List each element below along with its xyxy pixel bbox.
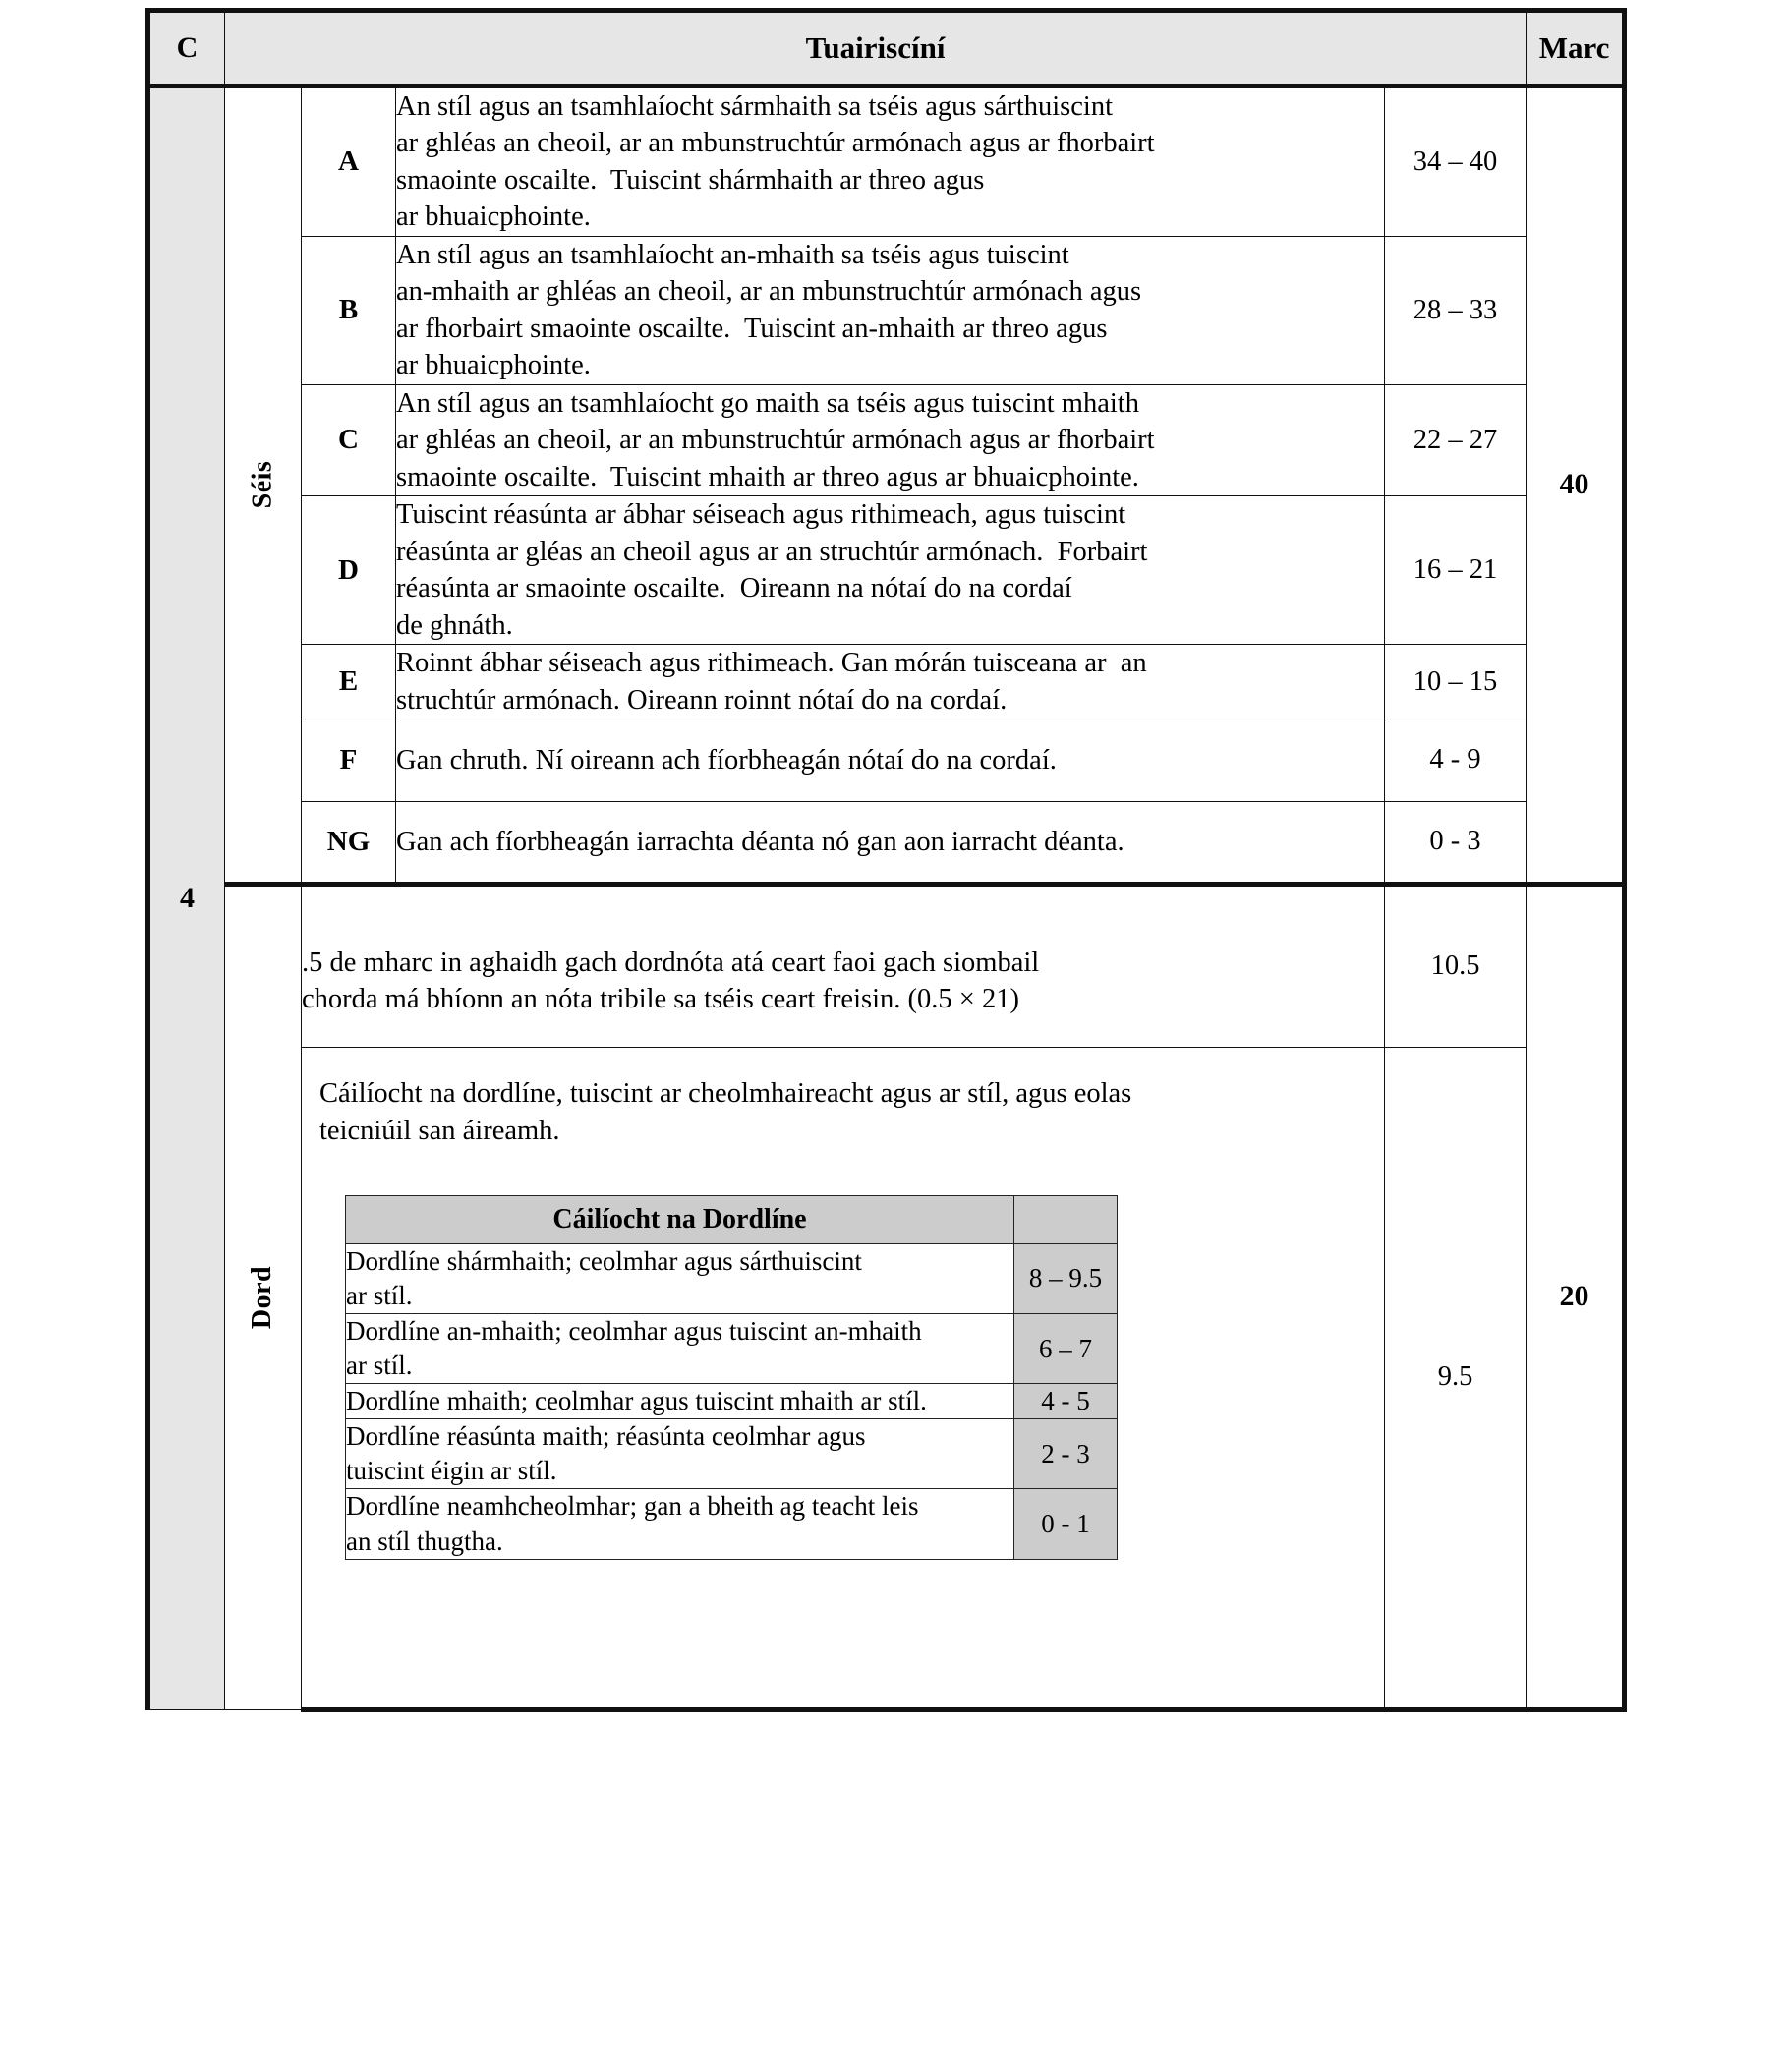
descriptor-b — [396, 236, 1385, 384]
header-cell-tuairiscini: Tuairiscíní — [225, 11, 1527, 86]
section-label-seis — [225, 86, 302, 885]
subtable-mark: 0 - 1 — [1014, 1489, 1118, 1559]
descriptor-line: réasúnta ar smaointe oscailte. Oireann na nótaí do na cordaí — [396, 573, 1072, 604]
subtable-row — [346, 1419, 1118, 1489]
subtable-descriptor-line: Dordlíne neamhcheolmhar; gan a bheith ag teacht leis — [346, 1491, 919, 1522]
dord-rule-line: chorda má bhíonn an nóta tribile sa tséis ceart freisin. (0.5 × 21) — [302, 984, 1019, 1015]
descriptor-e — [396, 645, 1385, 719]
subtable-descriptor — [346, 1384, 1014, 1419]
question-number-cell: 4 — [148, 86, 225, 1710]
dord-intro-line: Cáilíocht na dordlíne, tuiscint ar cheolmhaireacht agus ar stíl, agus eolas — [319, 1077, 1132, 1109]
descriptor-f — [396, 719, 1385, 801]
descriptor-d — [396, 496, 1385, 645]
subtable-row — [346, 1313, 1118, 1383]
subtable-descriptor-line: ar stíl. — [346, 1280, 413, 1310]
table-header-row — [148, 11, 1625, 86]
table-row — [148, 496, 1625, 645]
subtable-descriptor-line: Dordlíne an-mhaith; ceolmhar agus tuiscint an-mhaith — [346, 1315, 922, 1346]
descriptor-line: an-mhaith ar ghléas an cheoil, ar an mbunstruchtúr armónach agus — [396, 276, 1142, 308]
descriptor-line: Gan ach fíorbheagán iarrachta déanta nó gan aon iarracht déanta. — [396, 826, 1124, 857]
bass-line-quality-subtable — [345, 1195, 1118, 1560]
dord-rule-line: .5 de mharc in aghaidh gach dordnóta atá ceart faoi gach siombail — [302, 947, 1040, 978]
subtable-descriptor — [346, 1419, 1014, 1489]
descriptor-line: réasúnta ar gléas an cheoil agus ar an struchtúr armónach. Forbairt — [396, 536, 1148, 567]
table-row — [148, 645, 1625, 719]
subtable-descriptor — [346, 1243, 1014, 1313]
grade-letter-d: D — [302, 496, 396, 645]
section-label-dord-text: Dord — [247, 1266, 278, 1330]
subtable-mark: 4 - 5 — [1014, 1384, 1118, 1419]
section-total-dord: 20 — [1527, 884, 1625, 1709]
grade-letter-b: B — [302, 236, 396, 384]
dord-intro-line: teicniúil san áireamh. — [319, 1115, 560, 1146]
marking-scheme-table — [145, 8, 1627, 1712]
subtable-mark: 2 - 3 — [1014, 1419, 1118, 1489]
subtable-mark: 6 – 7 — [1014, 1313, 1118, 1383]
descriptor-line: ar ghléas an cheoil, ar an mbunstruchtúr armónach agus ar fhorbairt — [396, 425, 1155, 456]
header-cell-c: C — [148, 11, 225, 86]
mark-range-e: 10 – 15 — [1385, 645, 1527, 719]
dord-quality-intro — [302, 1048, 1384, 1150]
subtable-descriptor-line: Dordlíne réasúnta maith; réasúnta ceolmhar agus — [346, 1421, 866, 1452]
subtable-header-title: Cáilíocht na Dordlíne — [346, 1195, 1014, 1243]
descriptor-line: struchtúr armónach. Oireann roinnt nótaí do na cordaí. — [396, 684, 1008, 716]
descriptor-line: Gan chruth. Ní oireann ach fíorbheagán nótaí do na cordaí. — [396, 744, 1057, 776]
dord-bottom-spacer — [302, 1560, 1384, 1707]
grade-letter-c: C — [302, 384, 396, 495]
section-label-seis-text: Séis — [247, 461, 278, 509]
descriptor-line: de ghnáth. — [396, 609, 513, 641]
mark-range-f: 4 - 9 — [1385, 719, 1527, 801]
table-row — [148, 236, 1625, 384]
descriptor-line: An stíl agus an tsamhlaíocht an-mhaith sa tséis agus tuiscint — [396, 239, 1069, 270]
subtable-header-mark — [1014, 1195, 1118, 1243]
descriptor-line: An stíl agus an tsamhlaíocht go maith sa tséis agus tuiscint mhaith — [396, 387, 1139, 419]
subtable-row — [346, 1489, 1118, 1559]
descriptor-line: ar fhorbairt smaointe oscailte. Tuiscint an-mhaith ar threo agus — [396, 313, 1108, 344]
dord-bass-note-mark: 10.5 — [1385, 884, 1527, 1047]
descriptor-line: ar bhuaicphointe. — [396, 201, 591, 233]
descriptor-line: An stíl agus an tsamhlaíocht sármhaith sa tséis agus sárthuiscint — [396, 91, 1114, 122]
mark-range-c: 22 – 27 — [1385, 384, 1527, 495]
subtable-descriptor-line: an stíl thugtha. — [346, 1525, 503, 1556]
descriptor-c — [396, 384, 1385, 495]
grade-letter-f: F — [302, 719, 396, 801]
table-row — [148, 719, 1625, 801]
section-label-dord — [225, 884, 302, 1709]
table-row — [148, 384, 1625, 495]
descriptor-ng — [396, 801, 1385, 884]
descriptor-line: Roinnt ábhar séiseach agus rithimeach. Gan mórán tuisceana ar an — [396, 648, 1147, 679]
subtable-descriptor — [346, 1489, 1014, 1559]
descriptor-line: ar bhuaicphointe. — [396, 350, 591, 381]
descriptor-line: smaointe oscailte. Tuiscint mhaith ar threo agus ar bhuaicphointe. — [396, 461, 1139, 492]
subtable-row — [346, 1384, 1118, 1419]
grade-letter-ng: NG — [302, 801, 396, 884]
mark-range-d: 16 – 21 — [1385, 496, 1527, 645]
subtable-header-row — [346, 1195, 1118, 1243]
mark-range-b: 28 – 33 — [1385, 236, 1527, 384]
subtable-descriptor-line: Dordlíne shármhaith; ceolmhar agus sárthuiscint — [346, 1245, 862, 1276]
dord-bass-note-rule — [302, 884, 1385, 1047]
header-cell-marc: Marc — [1527, 11, 1625, 86]
descriptor-line: ar ghléas an cheoil, ar an mbunstruchtúr armónach agus ar fhorbairt — [396, 128, 1155, 159]
subtable-descriptor-line: tuiscint éigin ar stíl. — [346, 1456, 557, 1486]
grade-letter-e: E — [302, 645, 396, 719]
section-total-seis: 40 — [1527, 86, 1625, 885]
table-row-dord-rule — [148, 884, 1625, 1047]
table-row-dord-quality — [148, 1047, 1625, 1709]
descriptor-line: smaointe oscailte. Tuiscint shármhaith ar threo agus — [396, 164, 985, 196]
subtable-descriptor — [346, 1313, 1014, 1383]
mark-range-a: 34 – 40 — [1385, 86, 1527, 237]
mark-range-ng: 0 - 3 — [1385, 801, 1527, 884]
table-row — [148, 801, 1625, 884]
descriptor-a — [396, 86, 1385, 237]
subtable-mark: 8 – 9.5 — [1014, 1243, 1118, 1313]
subtable-descriptor-line: Dordlíne mhaith; ceolmhar agus tuiscint mhaith ar stíl. — [346, 1386, 927, 1416]
grade-letter-a: A — [302, 86, 396, 237]
descriptor-line: Tuiscint réasúnta ar ábhar séiseach agus rithimeach, agus tuiscint — [396, 499, 1126, 531]
table-row — [148, 86, 1625, 237]
subtable-descriptor-line: ar stíl. — [346, 1351, 413, 1381]
subtable-row — [346, 1243, 1118, 1313]
dord-quality-block — [302, 1047, 1385, 1709]
dord-quality-mark: 9.5 — [1385, 1047, 1527, 1709]
